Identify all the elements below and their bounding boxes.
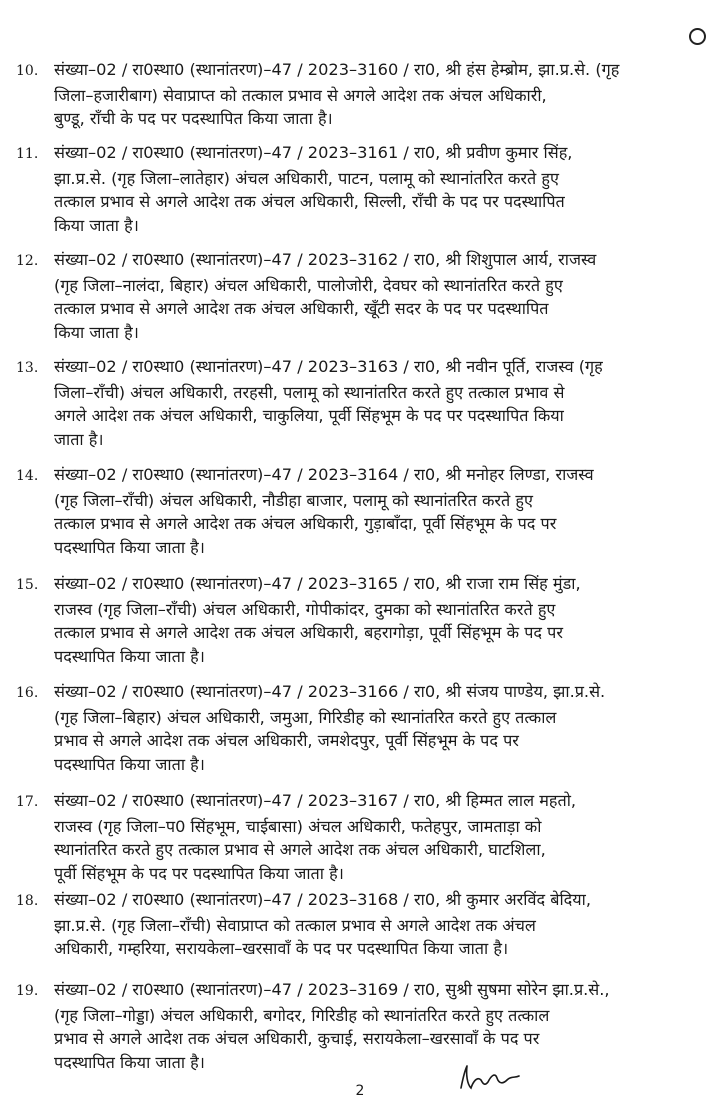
entry-first-line	[16, 463, 696, 489]
entry-line: तत्काल प्रभाव से अगले आदेश तक अंचल अधिकारी, गुड़ाबाँदा, पूर्वी सिंहभूम के पद पर	[54, 514, 557, 533]
entry-line: (गृह जिला–बिहार) अंचल अधिकारी, जमुआ, गिरिडीह को स्थानांतरित करते हुए तत्काल	[54, 707, 557, 727]
entry-number: 10.	[16, 63, 39, 79]
entry-line: तत्काल प्रभाव से अगले आदेश तक अंचल अधिकारी, बहरागोड़ा, पूर्वी सिंहभूम के पद पर	[54, 623, 563, 642]
entry-line: (गृह जिला–गोड्डा) अंचल अधिकारी, बगोदर, गिरिडीह को स्थानांतरित करते हुए तत्काल	[54, 1005, 550, 1025]
entry-line: किया जाता है।	[54, 215, 139, 235]
entry-line: जिला–हजारीबाग) सेवाप्राप्त को तत्काल प्रभाव से अगले आदेश तक अंचल अधिकारी,	[54, 85, 547, 105]
entry-first-line	[16, 572, 696, 598]
entry-line: (गृह जिला–नालंदा, बिहार) अंचल अधिकारी, पालोजोरी, देवघर को स्थानांतरित करते हुए	[54, 275, 563, 295]
corner-circle-mark	[689, 28, 706, 45]
order-entry	[16, 463, 696, 559]
entry-line: राजस्व (गृह जिला–राँची) अंचल अधिकारी, गोपीकांदर, दुमका को स्थानांतरित करते हुए	[54, 599, 556, 619]
entry-number: 11.	[16, 146, 39, 162]
entry-first-line	[16, 978, 696, 1004]
entry-first-line	[16, 789, 696, 815]
entry-line: पदस्थापित किया जाता है।	[54, 646, 205, 666]
page-number: 2	[355, 1083, 365, 1099]
entry-line: अगले आदेश तक अंचल अधिकारी, चाकुलिया, पूर्वी सिंहभूम के पद पर पदस्थापित किया	[54, 406, 564, 425]
entry-line: स्थानांतरित करते हुए तत्काल प्रभाव से अगले आदेश तक अंचल अधिकारी, घाटशिला,	[54, 840, 546, 859]
entry-first-line	[16, 888, 696, 914]
entry-text: संख्या–02 / रा0स्था0 (स्थानांतरण)–47 / 2023–3161 / रा0, श्री प्रवीण कुमार सिंह,	[54, 143, 573, 162]
entry-line: बुण्डू, राँची के पद पर पदस्थापित किया जाता है।	[54, 109, 333, 128]
order-entry	[16, 572, 696, 668]
entry-first-line	[16, 141, 696, 167]
entry-first-line	[16, 248, 696, 274]
order-entry	[16, 141, 696, 237]
entry-number: 14.	[16, 468, 39, 484]
entry-line: (गृह जिला–राँची) अंचल अधिकारी, नौडीहा बाजार, पलामू को स्थानांतरित करते हुए	[54, 490, 533, 510]
entry-line: जिला–राँची) अंचल अधिकारी, तरहसी, पलामू को स्थानांतरित करते हुए तत्काल प्रभाव से	[54, 382, 565, 402]
entry-number: 17.	[16, 794, 39, 810]
entry-number: 16.	[16, 685, 39, 701]
entry-line: तत्काल प्रभाव से अगले आदेश तक अंचल अधिकारी, सिल्ली, राँची के पद पर पदस्थापित	[54, 192, 565, 211]
entry-line: तत्काल प्रभाव से अगले आदेश तक अंचल अधिकारी, खूँटी सदर के पद पर पदस्थापित	[54, 299, 549, 318]
entry-number: 15.	[16, 577, 39, 593]
entry-number: 13.	[16, 360, 39, 376]
entry-number: 18.	[16, 893, 39, 909]
entry-text: संख्या–02 / रा0स्था0 (स्थानांतरण)–47 / 2023–3162 / रा0, श्री शिशुपाल आर्य, राजस्व	[54, 250, 597, 269]
order-entry	[16, 355, 696, 451]
order-entry	[16, 248, 696, 344]
entry-line: झा.प्र.से. (गृह जिला–राँची) सेवाप्राप्त को तत्काल प्रभाव से अगले आदेश तक अंचल	[54, 915, 536, 935]
entry-text: संख्या–02 / रा0स्था0 (स्थानांतरण)–47 / 2023–3168 / रा0, श्री कुमार अरविंद बेदिया,	[54, 890, 591, 909]
order-entry	[16, 888, 696, 961]
entry-first-line	[16, 680, 696, 706]
order-entry	[16, 58, 696, 131]
entry-number: 12.	[16, 253, 39, 269]
order-entry	[16, 680, 696, 776]
entry-line: प्रभाव से अगले आदेश तक अंचल अधिकारी, जमशेदपुर, पूर्वी सिंहभूम के पद पर	[54, 731, 519, 750]
entry-line: पदस्थापित किया जाता है।	[54, 754, 205, 774]
entry-text: संख्या–02 / रा0स्था0 (स्थानांतरण)–47 / 2023–3165 / रा0, श्री राजा राम सिंह मुंडा,	[54, 574, 581, 593]
entry-text: संख्या–02 / रा0स्था0 (स्थानांतरण)–47 / 2023–3167 / रा0, श्री हिम्मत लाल महतो,	[54, 791, 577, 810]
entry-line: पदस्थापित किया जाता है।	[54, 1052, 205, 1072]
entry-text: संख्या–02 / रा0स्था0 (स्थानांतरण)–47 / 2023–3163 / रा0, श्री नवीन पूर्ति, राजस्व (गृह	[54, 357, 603, 376]
entry-line: किया जाता है।	[54, 322, 139, 342]
entry-text: संख्या–02 / रा0स्था0 (स्थानांतरण)–47 / 2023–3164 / रा0, श्री मनोहर लिण्डा, राजस्व	[54, 465, 594, 484]
entry-text: संख्या–02 / रा0स्था0 (स्थानांतरण)–47 / 2023–3160 / रा0, श्री हंस हेम्ब्रोम, झा.प्र.से. (गृह	[54, 60, 620, 79]
entry-line: राजस्व (गृह जिला–प0 सिंहभूम, चाईबासा) अंचल अधिकारी, फतेहपुर, जामताड़ा को	[54, 816, 542, 836]
entry-first-line	[16, 58, 696, 84]
entry-line: प्रभाव से अगले आदेश तक अंचल अधिकारी, कुचाई, सरायकेला–खरसावाँ के पद पर	[54, 1029, 540, 1048]
entry-line: पूर्वी सिंहभूम के पद पर पदस्थापित किया जाता है।	[54, 863, 344, 883]
entry-text: संख्या–02 / रा0स्था0 (स्थानांतरण)–47 / 2023–3169 / रा0, सुश्री सुषमा सोरेन झा.प्र.से.,	[54, 980, 610, 999]
entry-text: संख्या–02 / रा0स्था0 (स्थानांतरण)–47 / 2023–3166 / रा0, श्री संजय पाण्डेय, झा.प्र.से.	[54, 682, 606, 701]
entry-line: झा.प्र.से. (गृह जिला–लातेहार) अंचल अधिकारी, पाटन, पलामू को स्थानांतरित करते हुए	[54, 168, 559, 188]
entry-line: पदस्थापित किया जाता है।	[54, 537, 205, 557]
entry-line: जाता है।	[54, 429, 104, 449]
order-entry	[16, 978, 696, 1074]
entry-number: 19.	[16, 983, 39, 999]
entry-line: अधिकारी, गम्हरिया, सरायकेला–खरसावाँ के पद पर पदस्थापित किया जाता है।	[54, 939, 509, 958]
order-entry	[16, 789, 696, 885]
entry-first-line	[16, 355, 696, 381]
